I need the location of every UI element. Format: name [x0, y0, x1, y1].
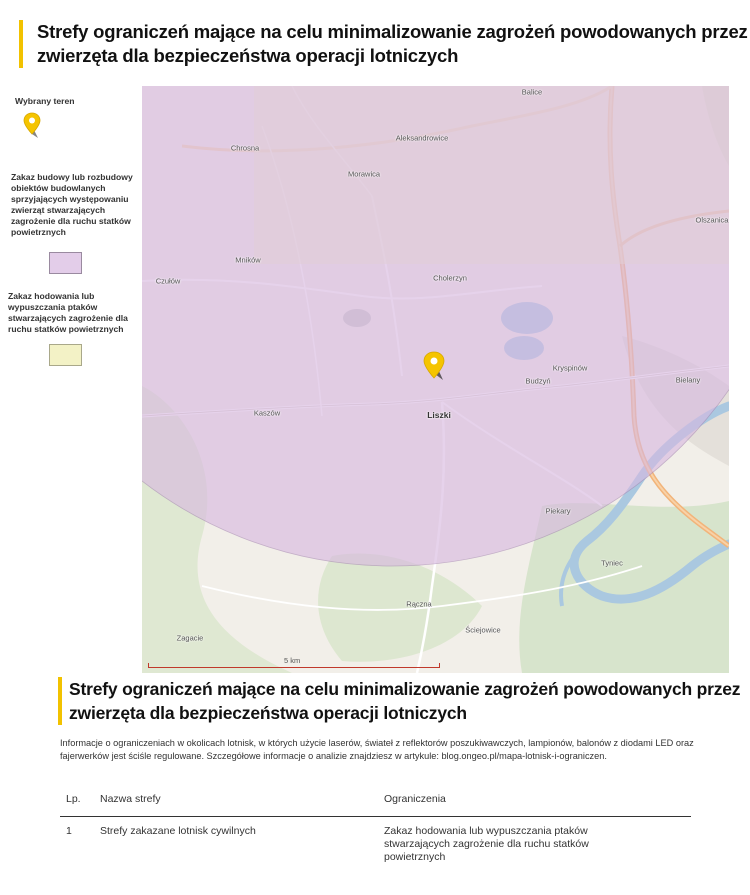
section-header [58, 677, 741, 725]
map-place-label: Zagacie [176, 633, 204, 643]
map-place-label: Bielany [675, 375, 701, 385]
map-base [142, 86, 729, 673]
map-place-label: Balice [521, 87, 543, 97]
legend-zone1-swatch [49, 252, 82, 274]
table-cell-restrictions: Zakaz hodowania lub wypuszczania ptaków stwarzających zagrożenie dla ruchu statków powietrznych [384, 825, 589, 863]
map-place-label: Liszki [427, 410, 451, 420]
map-place-label: Budzyń [525, 376, 551, 386]
map-place-label: Rączna [406, 599, 432, 609]
location-pin-icon [22, 112, 42, 138]
table-cell-lp: 1 [66, 825, 72, 837]
legend-selected-label: Wybrany teren [15, 96, 75, 106]
section-info-text: Informacje o ograniczeniach w okolicach lotnisk, w których użycie laserów, świateł z reflektorów poszukiwawczych, lampionów, balonów z diodami LED oraz fajerwerków jest ściśle regulowane. Szczegółowe informacje o analizie znajdziesz w artykule: blog.ongeo.pl/mapa-lotnisk-i-ograniczen. [60, 738, 694, 761]
map-place-label: Ściejowice [465, 625, 501, 635]
map-place-label: Kryspinów [552, 363, 588, 373]
map-place-label: Morawica [347, 169, 381, 179]
table-header-restrictions: Ograniczenia [384, 793, 446, 805]
map-scale-label: 5 km [284, 656, 301, 665]
restrictions-table [60, 790, 691, 877]
map-place-label: Aleksandrowice [395, 133, 449, 143]
map-place-label: Olszanica [695, 215, 729, 225]
map-view[interactable] [142, 86, 729, 673]
legend-zone2-swatch [49, 344, 82, 366]
map-scale-bar [148, 656, 438, 669]
page-header [19, 20, 749, 68]
map-place-label: Mników [235, 255, 261, 265]
legend-zone2-label: Zakaz hodowania lub wypuszczania ptaków stwarzających zagrożenie dla ruchu statków powietrznych [8, 291, 128, 334]
section-title: Strefy ograniczeń mające na celu minimalizowanie zagrożeń powodowanych przez zwierzęta dla bezpieczeństwa operacji lotniczych [69, 679, 741, 723]
table-cell-name: Strefy zakazane lotnisk cywilnych [100, 825, 256, 837]
page-title: Strefy ograniczeń mające na celu minimalizowanie zagrożeń powodowanych przez zwierzęta dla bezpieczeństwa operacji lotniczych [37, 21, 748, 66]
map-place-label: Piekary [545, 506, 571, 516]
legend-zone1-label: Zakaz budowy lub rozbudowy obiektów budowlanych sprzyjających występowaniu zwierząt stwarzających zagrożenie dla ruchu statków powietrznych [11, 172, 133, 237]
table-header-row [60, 790, 691, 817]
map-place-label: Kaszów [253, 408, 281, 418]
map-place-label: Czułów [155, 276, 181, 286]
table-header-name: Nazwa strefy [100, 793, 161, 805]
map-place-label: Chrosna [230, 143, 260, 153]
map-place-label: Tyniec [601, 558, 623, 568]
table-row [60, 817, 691, 877]
map-place-label: Cholerzyn [433, 273, 467, 283]
table-header-lp: Lp. [66, 793, 81, 805]
